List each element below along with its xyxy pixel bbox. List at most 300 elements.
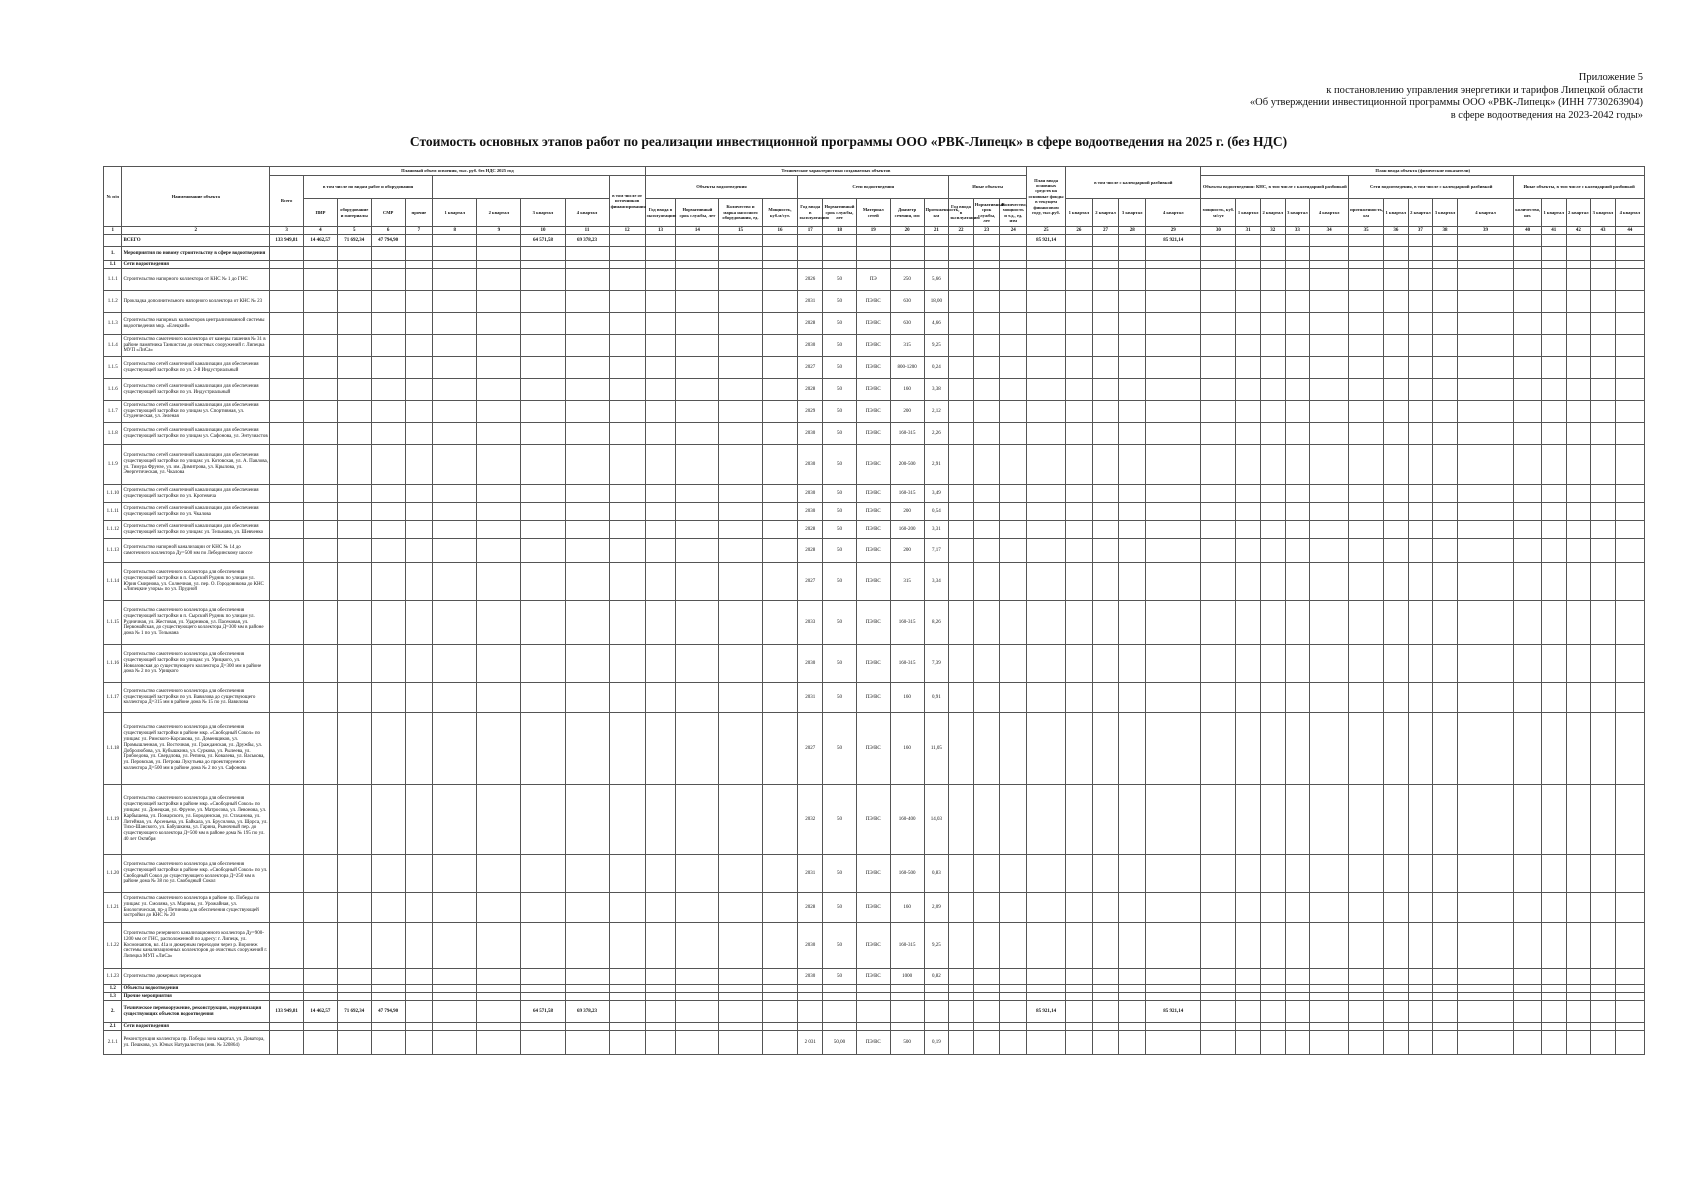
- cell-empty: [477, 1023, 521, 1031]
- cell-empty: [676, 923, 719, 969]
- cell-life: 50: [823, 601, 857, 645]
- cell-empty: [1615, 601, 1644, 645]
- table-row: [104, 357, 1645, 379]
- cell-diameter: 630: [890, 291, 924, 313]
- cell-empty: [1408, 261, 1433, 269]
- cell-empty: [1000, 645, 1027, 683]
- cell-empty: [1514, 683, 1542, 713]
- cell-empty: [1260, 969, 1285, 985]
- cell-empty: [477, 357, 521, 379]
- cell-empty: [1260, 713, 1285, 785]
- col-header-service-life-net: Нормативный срок службы, лет: [823, 199, 857, 227]
- cell-fixed_q4: [1146, 969, 1201, 985]
- cell-year: 2033: [798, 601, 823, 645]
- col-header-smr: СМР: [371, 199, 405, 227]
- cell-empty: [1066, 291, 1093, 313]
- cell-empty: [1566, 235, 1591, 247]
- cell-empty: [645, 563, 676, 601]
- col-header-year-commission-oth: Год ввода в эксплуатацию: [949, 199, 974, 227]
- cell-empty: [477, 423, 521, 445]
- cell-diameter: 160-400: [890, 785, 924, 855]
- cell-empty: [676, 855, 719, 893]
- col-header-quantity: Количество, мощность и т.д., ед. изм: [1000, 199, 1027, 227]
- cell-smr: [371, 923, 405, 969]
- cell-empty: [405, 1031, 433, 1055]
- cell-empty: [1119, 969, 1146, 985]
- cell-q3: [521, 985, 565, 993]
- cell-empty: [1260, 401, 1285, 423]
- cell-empty: [1092, 683, 1119, 713]
- cell-empty: [477, 1031, 521, 1055]
- cell-empty: [1349, 379, 1384, 401]
- cell-empty: [1201, 893, 1236, 923]
- cell-empty: [1260, 485, 1285, 503]
- cell-empty: [1384, 423, 1409, 445]
- cell-empty: [1119, 1001, 1146, 1023]
- cell-empty: [1433, 893, 1458, 923]
- column-number: 36: [1384, 227, 1409, 235]
- cell-empty: [1408, 445, 1433, 485]
- cell-empty: [1541, 291, 1566, 313]
- cell-empty: [433, 335, 477, 357]
- cell-q4: [565, 985, 609, 993]
- cell-name: Строительство сетей самотечной канализации для обеспечения существующей застройки по улицам: ул. Котовская, ул. А. Павлова, ул. Тимура Фрунзе, ул. им. Димитрова, ул. Крылова, ул. Энергетическая, ул. Чкалова: [122, 445, 270, 485]
- cell-material: ПЭ/ВС: [856, 713, 890, 785]
- cell-empty: [676, 379, 719, 401]
- cell-empty: [1384, 893, 1409, 923]
- cell-empty: [1433, 269, 1458, 291]
- cell-empty: [1566, 335, 1591, 357]
- cell-q3: [521, 485, 565, 503]
- cell-smr: [371, 645, 405, 683]
- cell-empty: [433, 923, 477, 969]
- cell-pir: [304, 855, 338, 893]
- table-row: [104, 235, 1645, 247]
- cell-empty: [719, 969, 762, 985]
- cell-name: Строительство сетей самотечной канализации для обеспечения существующей застройки по улицам ул. Сафонова, ул. Энтузиастов: [122, 423, 270, 445]
- cell-name: Строительство сетей самотечной канализации для обеспечения существующей застройки по ул. Индустриальный: [122, 379, 270, 401]
- cell-empty: [645, 893, 676, 923]
- cell-empty: [1119, 683, 1146, 713]
- cell-empty: [1615, 855, 1644, 893]
- cell-empty: [1285, 993, 1310, 1001]
- cell-fixed_q4: [1146, 923, 1201, 969]
- cell-empty: [1541, 1001, 1566, 1023]
- cell-empty: [1514, 993, 1542, 1001]
- cell-num: 1.1: [104, 261, 122, 269]
- column-number: 28: [1119, 227, 1146, 235]
- cell-empty: [1119, 357, 1146, 379]
- cell-material: ПЭ/ВС: [856, 485, 890, 503]
- cell-empty: [949, 645, 974, 683]
- cell-equipment: [337, 445, 371, 485]
- cell-empty: [1514, 247, 1542, 261]
- cell-pir: [304, 893, 338, 923]
- cell-empty: [1092, 423, 1119, 445]
- cell-empty: [1591, 1023, 1616, 1031]
- cell-empty: [1119, 503, 1146, 521]
- cell-empty: [477, 785, 521, 855]
- cell-empty: [405, 423, 433, 445]
- cell-empty: [1514, 445, 1542, 485]
- cell-empty: [1201, 313, 1236, 335]
- cell-name: Строительство напорной канализации от КНС № 14 до самотечного коллектора Ду=500 мм по Лебединскому шоссе: [122, 539, 270, 563]
- cell-empty: [1541, 335, 1566, 357]
- column-number: 7: [405, 227, 433, 235]
- table-row: [104, 1031, 1645, 1055]
- cell-empty: [676, 1031, 719, 1055]
- cell-empty: [1457, 235, 1513, 247]
- cell-fixed_q4: [1146, 1023, 1201, 1031]
- cell-empty: [1310, 539, 1349, 563]
- cell-empty: [1092, 313, 1119, 335]
- cell-empty: [609, 923, 645, 969]
- cell-empty: [1408, 645, 1433, 683]
- cell-name: Строительство напорных коллекторов централизованной системы водоотведения мкр. «Елецкий»: [122, 313, 270, 335]
- cell-empty: [1201, 563, 1236, 601]
- cell-empty: [1457, 785, 1513, 855]
- cell-empty: [1615, 269, 1644, 291]
- cell-total: [270, 485, 304, 503]
- cell-empty: [1514, 485, 1542, 503]
- cell-empty: [1384, 785, 1409, 855]
- cell-fixed: [1027, 985, 1066, 993]
- cell-empty: [1566, 969, 1591, 985]
- cell-empty: [1615, 503, 1644, 521]
- cell-empty: [405, 645, 433, 683]
- cell-empty: [719, 713, 762, 785]
- cell-empty: [762, 683, 798, 713]
- column-number: 11: [565, 227, 609, 235]
- cell-q4: [565, 893, 609, 923]
- col-header-service-life: Нормативный срок службы, лет: [676, 199, 719, 227]
- cell-empty: [1236, 683, 1261, 713]
- cell-empty: [1541, 521, 1566, 539]
- col-header-year-commission: Год ввода в эксплуатацию: [645, 199, 676, 227]
- cell-empty: [949, 923, 974, 969]
- cell-empty: [1384, 713, 1409, 785]
- cell-empty: [1260, 357, 1285, 379]
- cell-q4: [565, 713, 609, 785]
- cell-empty: [1119, 235, 1146, 247]
- cell-empty: [405, 291, 433, 313]
- cell-empty: [1615, 521, 1644, 539]
- cell-empty: [1066, 1031, 1093, 1055]
- col-header-service-life-oth: Нормативный срок службы, лет: [973, 199, 1000, 227]
- cell-empty: [1615, 357, 1644, 379]
- cell-life: 50: [823, 379, 857, 401]
- cell-empty: [1092, 269, 1119, 291]
- cell-equipment: [337, 485, 371, 503]
- cell-empty: [405, 335, 433, 357]
- cell-empty: [477, 261, 521, 269]
- cell-length: 3,49: [924, 485, 949, 503]
- cell-empty: [1541, 401, 1566, 423]
- cell-empty: [1457, 893, 1513, 923]
- cell-num: 1.1.22: [104, 923, 122, 969]
- cell-q3: [521, 379, 565, 401]
- col-header-quarters-blank: [433, 176, 609, 199]
- cell-empty: [1615, 985, 1644, 993]
- cell-empty: [949, 969, 974, 985]
- cell-life: 50: [823, 855, 857, 893]
- cell-empty: [973, 401, 1000, 423]
- cell-empty: [762, 379, 798, 401]
- cell-material: ПЭ/ВС: [856, 539, 890, 563]
- cell-empty: [1260, 683, 1285, 713]
- cell-empty: [433, 969, 477, 985]
- cell-material: ПЭ/ВС: [856, 785, 890, 855]
- table-row: [104, 503, 1645, 521]
- column-number: 14: [676, 227, 719, 235]
- cell-diameter: [890, 261, 924, 269]
- column-number: 16: [762, 227, 798, 235]
- cell-empty: [1349, 645, 1384, 683]
- cell-empty: [1236, 993, 1261, 1001]
- cell-name: Строительство самотечного коллектора для обеспечения существующей застройки по улицам: ул. Урицкого, ул. Новоазовская до существующего коллектора Д=300 мм в районе дома № 2 по ул. Урицкого: [122, 645, 270, 683]
- cell-q3: [521, 969, 565, 985]
- cell-empty: [1236, 563, 1261, 601]
- cell-empty: [1615, 683, 1644, 713]
- cell-empty: [433, 1031, 477, 1055]
- cell-year: 2028: [798, 539, 823, 563]
- cell-q3: 64 571,58: [521, 235, 565, 247]
- cell-empty: [433, 893, 477, 923]
- col-header-material: Материал сетей: [856, 199, 890, 227]
- cell-empty: [1066, 683, 1093, 713]
- cell-empty: [1066, 235, 1093, 247]
- cell-pir: [304, 269, 338, 291]
- cell-empty: [1349, 923, 1384, 969]
- cell-diameter: 500: [890, 1031, 924, 1055]
- cell-pir: [304, 683, 338, 713]
- cell-diameter: 250: [890, 269, 924, 291]
- cell-empty: [609, 291, 645, 313]
- cell-empty: [1514, 1031, 1542, 1055]
- cell-fixed_q4: [1146, 993, 1201, 1001]
- cell-num: 1.1.1: [104, 269, 122, 291]
- cell-empty: [719, 855, 762, 893]
- cell-empty: [1349, 485, 1384, 503]
- cell-empty: [1384, 521, 1409, 539]
- cell-total: [270, 645, 304, 683]
- cell-empty: [949, 893, 974, 923]
- cell-empty: [1433, 1023, 1458, 1031]
- cell-empty: [1066, 713, 1093, 785]
- cell-empty: [1566, 313, 1591, 335]
- cell-empty: [1310, 269, 1349, 291]
- cell-fixed: [1027, 485, 1066, 503]
- cell-equipment: [337, 269, 371, 291]
- cell-fixed: [1027, 521, 1066, 539]
- cell-empty: [1566, 855, 1591, 893]
- cell-empty: [1000, 601, 1027, 645]
- cell-empty: [1384, 645, 1409, 683]
- cell-fixed_q4: [1146, 423, 1201, 445]
- cell-num: 2.: [104, 1001, 122, 1023]
- cell-empty: [433, 985, 477, 993]
- cell-pir: [304, 993, 338, 1001]
- cell-length: 2,91: [924, 445, 949, 485]
- cell-empty: [1349, 445, 1384, 485]
- table-row: [104, 893, 1645, 923]
- cell-equipment: [337, 539, 371, 563]
- cell-fixed: [1027, 713, 1066, 785]
- cell-diameter: 200: [890, 401, 924, 423]
- cell-empty: [645, 503, 676, 521]
- cell-length: 9,25: [924, 335, 949, 357]
- cell-empty: [1591, 503, 1616, 521]
- cell-empty: [762, 503, 798, 521]
- cell-pir: [304, 379, 338, 401]
- cell-empty: [477, 401, 521, 423]
- cell-smr: [371, 985, 405, 993]
- cell-empty: [433, 235, 477, 247]
- cell-empty: [645, 1031, 676, 1055]
- cell-equipment: 71 692,34: [337, 1001, 371, 1023]
- cell-empty: [1092, 521, 1119, 539]
- cell-pir: [304, 247, 338, 261]
- cell-fixed: [1027, 357, 1066, 379]
- cell-empty: [433, 1023, 477, 1031]
- cell-pir: [304, 521, 338, 539]
- cell-empty: [1000, 993, 1027, 1001]
- cell-empty: [1310, 357, 1349, 379]
- cell-empty: [645, 713, 676, 785]
- cell-empty: [609, 785, 645, 855]
- cell-empty: [477, 923, 521, 969]
- cell-length: 0,24: [924, 357, 949, 379]
- cell-empty: [405, 969, 433, 985]
- cell-empty: [1408, 291, 1433, 313]
- cell-empty: [1119, 261, 1146, 269]
- cell-empty: [1384, 683, 1409, 713]
- cell-q3: [521, 423, 565, 445]
- col-header-oth-q4: 4 квартал: [1615, 199, 1644, 227]
- cell-empty: [645, 683, 676, 713]
- cell-empty: [1000, 235, 1027, 247]
- cell-empty: [1260, 247, 1285, 261]
- cell-empty: [676, 683, 719, 713]
- cell-empty: [1201, 423, 1236, 445]
- cell-smr: [371, 683, 405, 713]
- cell-empty: [1384, 401, 1409, 423]
- cell-empty: [1457, 1031, 1513, 1055]
- cell-empty: [719, 993, 762, 1001]
- table-row: [104, 785, 1645, 855]
- cell-empty: [1000, 1031, 1027, 1055]
- table-row: [104, 855, 1645, 893]
- cell-empty: [1433, 313, 1458, 335]
- cell-empty: [1514, 923, 1542, 969]
- col-header-kns-q2: 2 квартал: [1260, 199, 1285, 227]
- cell-fixed: [1027, 993, 1066, 1001]
- cell-name: Строительство самотечного коллектора в районе пр. Победы по улицам: ул. Смоляна, ул. Марины, ул. Урожайная, ул. Биологическая, пр-д Петинова для обеспечения существующей застройки до КНС № 20: [122, 893, 270, 923]
- cell-empty: [1384, 503, 1409, 521]
- cell-empty: [1384, 313, 1409, 335]
- cell-q4: [565, 923, 609, 969]
- cell-pir: [304, 1023, 338, 1031]
- cell-empty: [477, 445, 521, 485]
- cell-q3: [521, 683, 565, 713]
- cell-empty: [1514, 985, 1542, 993]
- cell-fixed: [1027, 923, 1066, 969]
- cell-equipment: [337, 379, 371, 401]
- cell-empty: [1119, 291, 1146, 313]
- cell-empty: [1236, 923, 1261, 969]
- cell-empty: [1349, 969, 1384, 985]
- cell-life: 50: [823, 503, 857, 521]
- cell-empty: [1408, 423, 1433, 445]
- cell-empty: [1514, 261, 1542, 269]
- cell-name: Сети водоотведения: [122, 1023, 270, 1031]
- cell-empty: [1566, 445, 1591, 485]
- cell-empty: [645, 485, 676, 503]
- cell-fixed: [1027, 893, 1066, 923]
- cell-year: [798, 261, 823, 269]
- cell-empty: [1433, 235, 1458, 247]
- cell-num: 2.1.1: [104, 1031, 122, 1055]
- col-header-name: Наименование объекта: [122, 167, 270, 227]
- cell-pir: [304, 423, 338, 445]
- cell-empty: [1349, 521, 1384, 539]
- cell-empty: [1433, 785, 1458, 855]
- cell-empty: [1119, 247, 1146, 261]
- cell-q3: [521, 261, 565, 269]
- cell-empty: [1566, 1031, 1591, 1055]
- cell-empty: [1566, 785, 1591, 855]
- cell-empty: [1615, 401, 1644, 423]
- cell-total: [270, 401, 304, 423]
- cell-empty: [1119, 335, 1146, 357]
- cell-empty: [676, 235, 719, 247]
- cell-empty: [1119, 379, 1146, 401]
- cell-empty: [1408, 521, 1433, 539]
- cell-empty: [1541, 785, 1566, 855]
- cell-empty: [1119, 313, 1146, 335]
- cell-pir: [304, 969, 338, 985]
- cell-q4: [565, 683, 609, 713]
- cell-empty: [1092, 261, 1119, 269]
- table-row: [104, 985, 1645, 993]
- cell-empty: [719, 1023, 762, 1031]
- cell-empty: [1541, 247, 1566, 261]
- cell-empty: [433, 247, 477, 261]
- cell-q3: [521, 923, 565, 969]
- cell-smr: [371, 313, 405, 335]
- cell-empty: [1615, 893, 1644, 923]
- col-header-objects-wo: Объекты водоотведения: [645, 176, 798, 199]
- cell-smr: [371, 521, 405, 539]
- cell-empty: [1615, 485, 1644, 503]
- col-header-net-q2: 2 квартал: [1408, 199, 1433, 227]
- cell-year: 2032: [798, 785, 823, 855]
- cell-empty: [1349, 1001, 1384, 1023]
- cell-pir: 14 462,57: [304, 1001, 338, 1023]
- cell-smr: [371, 379, 405, 401]
- investment-table-wrapper: [103, 166, 1645, 1055]
- cell-empty: [1349, 269, 1384, 291]
- cell-diameter: 160-315: [890, 645, 924, 683]
- cell-empty: [477, 235, 521, 247]
- cell-fixed_q4: [1146, 521, 1201, 539]
- cell-empty: [949, 313, 974, 335]
- cell-equipment: 71 692,34: [337, 235, 371, 247]
- cell-empty: [1433, 923, 1458, 969]
- col-header-net-q4: 4 квартал: [1457, 199, 1513, 227]
- cell-empty: [1541, 357, 1566, 379]
- cell-material: ПЭ/ВС: [856, 445, 890, 485]
